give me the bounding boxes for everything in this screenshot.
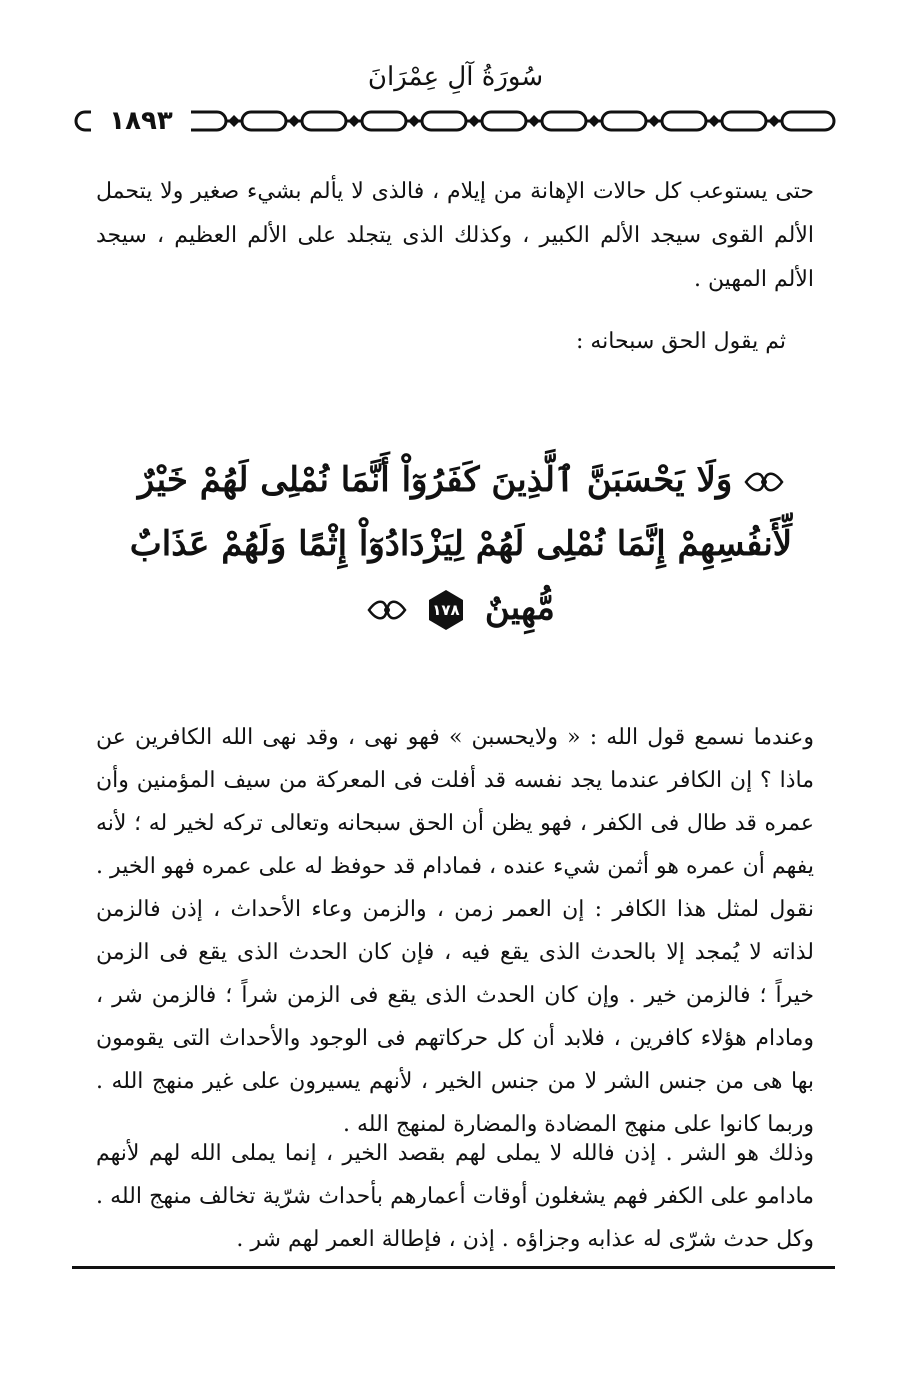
verse-line-2 (96, 512, 826, 576)
ornament-diamond (648, 115, 660, 127)
ornament-diamond (528, 115, 540, 127)
verse-text: مُّهِينٌ (484, 588, 555, 628)
ayah-number-badge (425, 589, 467, 631)
ornament-diamond (408, 115, 420, 127)
ornament-oval (542, 112, 586, 130)
verse-text: لِّأَنفُسِهِمْ إِنَّمَا نُمْلِى لَهُمْ لِيَزْدَادُوٓاْ إِثْمًا وَلَهُمْ عَذَابٌ (129, 524, 793, 564)
ornament-diamond (228, 115, 240, 127)
verse-start-ornament-icon (744, 467, 784, 497)
verse-line-3 (96, 576, 826, 640)
ornament-oval (242, 112, 286, 130)
ornament-oval (362, 112, 406, 130)
surah-title: سُورَةُ آلِ عِمْرَانَ (367, 62, 544, 92)
ornament-oval (602, 112, 646, 130)
body-paragraph: وذلك هو الشر . إذن فالله لا يملى لهم بقصد الخير ، إنما يملى الله لهم لأنهم مادامو على الكفر فهم يشغلون أوقات أعمارهم بأحداث شرّية تخالف منهج الله . وكل حدث شرّى له عذابه وجزاؤه . إذن ، فإطالة العمر لهم شر . (96, 1141, 814, 1252)
ornament-diamond (768, 115, 780, 127)
verse-text: وَلَا يَحْسَبَنَّ ٱلَّذِينَ كَفَرُوٓاْ أَنَّمَا نُمْلِى لَهُمْ خَيْرٌ (137, 460, 733, 500)
ornament-diamond (708, 115, 720, 127)
footer-rule (72, 1266, 835, 1269)
body-paragraph: وعندما نسمع قول الله : « ولايحسبن » فهو نهى ، وقد نهى الله الكافرين عن ماذا ؟ إن الكافر عندما يجد نفسه قد أفلت فى المعركة من سيف المؤمنين وأن عمره قد طال فى الكفر ، فهو يظن أن الحق سبحانه وتعالى تركه لخير له ؛ لأنه يفهم أن عمره هو أثمن شيء عنده ، فمادام قد حوفظ له على عمره فهو الخير . نقول لمثل هذا الكافر : إن العمر زمن ، والزمن وعاء الأحداث ، إذن فالزمن لذاته لا يُمجد إلا بالحدث الذى يقع فيه ، فإن كان الحدث الذى يقع فى الزمن خيراً ؛ فالزمن خير . وإن كان الحدث الذى يقع فى الزمن شراً ؛ فالزمن شر ، ومادام هؤلاء كافرين ، فلابد أن كل حركاتهم فى الوجود والأحداث التى يقومون بها هى من جنس الشر لا من جنس الخير ، لأنهم يسيرون على غير منهج الله . وربما كانوا على منهج المضادة والمضارة لمنهج الله . (96, 725, 814, 1137)
ornament-oval (662, 112, 706, 130)
ornament-oval (722, 112, 766, 130)
verse-end-ornament-icon (367, 595, 407, 625)
quran-verse-block (96, 448, 826, 640)
ornament-oval (482, 112, 526, 130)
verse-line-1 (96, 448, 826, 512)
ornament-diamond (588, 115, 600, 127)
body-paragraph: حتى يستوعب كل حالات الإهانة من إيلام ، فالذى لا يألم بشيء صغير ولا يتحمل الألم القوى سيجد الألم الكبير ، وكذلك الذى يتجلد على الألم العظيم ، سيجد الألم المهين . (96, 179, 815, 292)
ornament-oval (782, 112, 834, 130)
ornament-oval (422, 112, 466, 130)
ornament-diamond (288, 115, 300, 127)
ayah-number: ١٧٨ (432, 601, 460, 619)
page-number: ١٨٩٣ (91, 104, 191, 138)
verse-intro: ثم يقول الحق سبحانه : (575, 329, 786, 354)
ornament-diamond (348, 115, 360, 127)
ornament-oval (302, 112, 346, 130)
ornament-diamond (468, 115, 480, 127)
